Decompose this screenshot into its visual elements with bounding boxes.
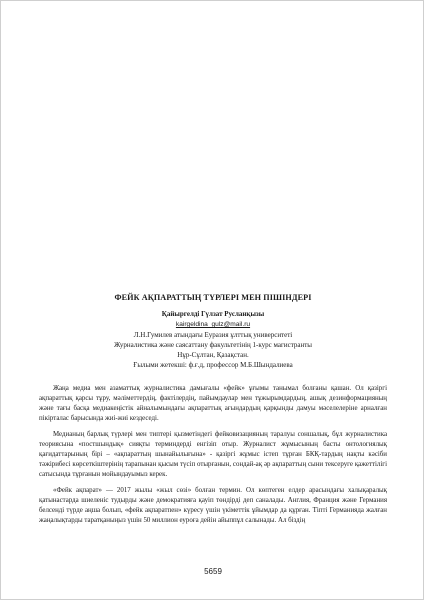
author-name: Қайыргелді Гүлзат Русланқызы xyxy=(161,310,265,318)
paragraph: Жаңа медиа мен азаматтық журналистика дамығалы «фейк» ұғымы танымал болғаны қашан. Ол қазіргі ақпараттық қарсы тұру, мәліметтердің, фактілердің, пайымдаулар мен тұжырымдардың, ашық дезинформацияның және тағы басқа медиакеңістік айналымындағы ақпараттық ағындардың қарқынды дамуы мәселелеріне арналған пікірталас барысында жиі-жиі кездеседі. xyxy=(39,385,387,422)
author-city: Нұр-Сұлтан, Қазақстан. xyxy=(177,351,249,359)
author-email[interactable]: kairgeldina_gulz@mail.ru xyxy=(175,321,251,328)
author-block xyxy=(41,309,385,370)
page-number: 5659 xyxy=(204,567,222,576)
paper-title: ФЕЙК АҚПАРАТТЫҢ ТҮРЛЕРІ МЕН ПІШІНДЕРІ xyxy=(114,293,312,302)
supervisor-line: Ғылыми жетекші: ф.ғ.д, профессор М.Б.Шындалиева xyxy=(133,361,293,369)
paragraph: Медианың барлық түрлері мен типтері қызметіндегі фейковизацияның таралуы соншалық, бұл журналистика теориясына «постшындық» сияқты терминдерді енгізіп отыр. Журналист жұмысының басты онтологиялық қағидаттарының бірі – «ақпараттың шынайылығына» - қазіргі жұмыс істеп тұрған БКҚ-тардың нақты кәсіби тәжірибесі көрсеткіштерінің тарапынан қысым түсіп отырғанын, сондай-ақ әр ақпараттың сыни тексеруге қажеттілігі сатысында тұрғанын мойындауымыз керек. xyxy=(39,431,387,478)
author-affiliation-faculty: Журналистика және саясаттану факультетінің 1-курс магистранты xyxy=(113,341,312,349)
paragraph: «Фейк ақпарат» — 2017 жылы «жыл сөзі» болған термин. Ол көптеген елдер арасындағы халықаралық қатынастарда шиеленіс тудырды және демократияға қауіп төндірді деп саналады. Англия, Франция және Германия белсенді түрде аңша болып, «фейк ақпаратпен» күресу үшін үкіметтік ұйымдар да құрған. Тіпті Германияда жалған жаңалықтарды таратқаныңыз үшін 50 миллион еуроға дейін айыппұл салынады. Ал біздің xyxy=(39,487,387,524)
author-affiliation-university: Л.Н.Гумилев атындағы Еуразия ұлттық университеті xyxy=(133,331,293,339)
body-text xyxy=(39,384,387,532)
